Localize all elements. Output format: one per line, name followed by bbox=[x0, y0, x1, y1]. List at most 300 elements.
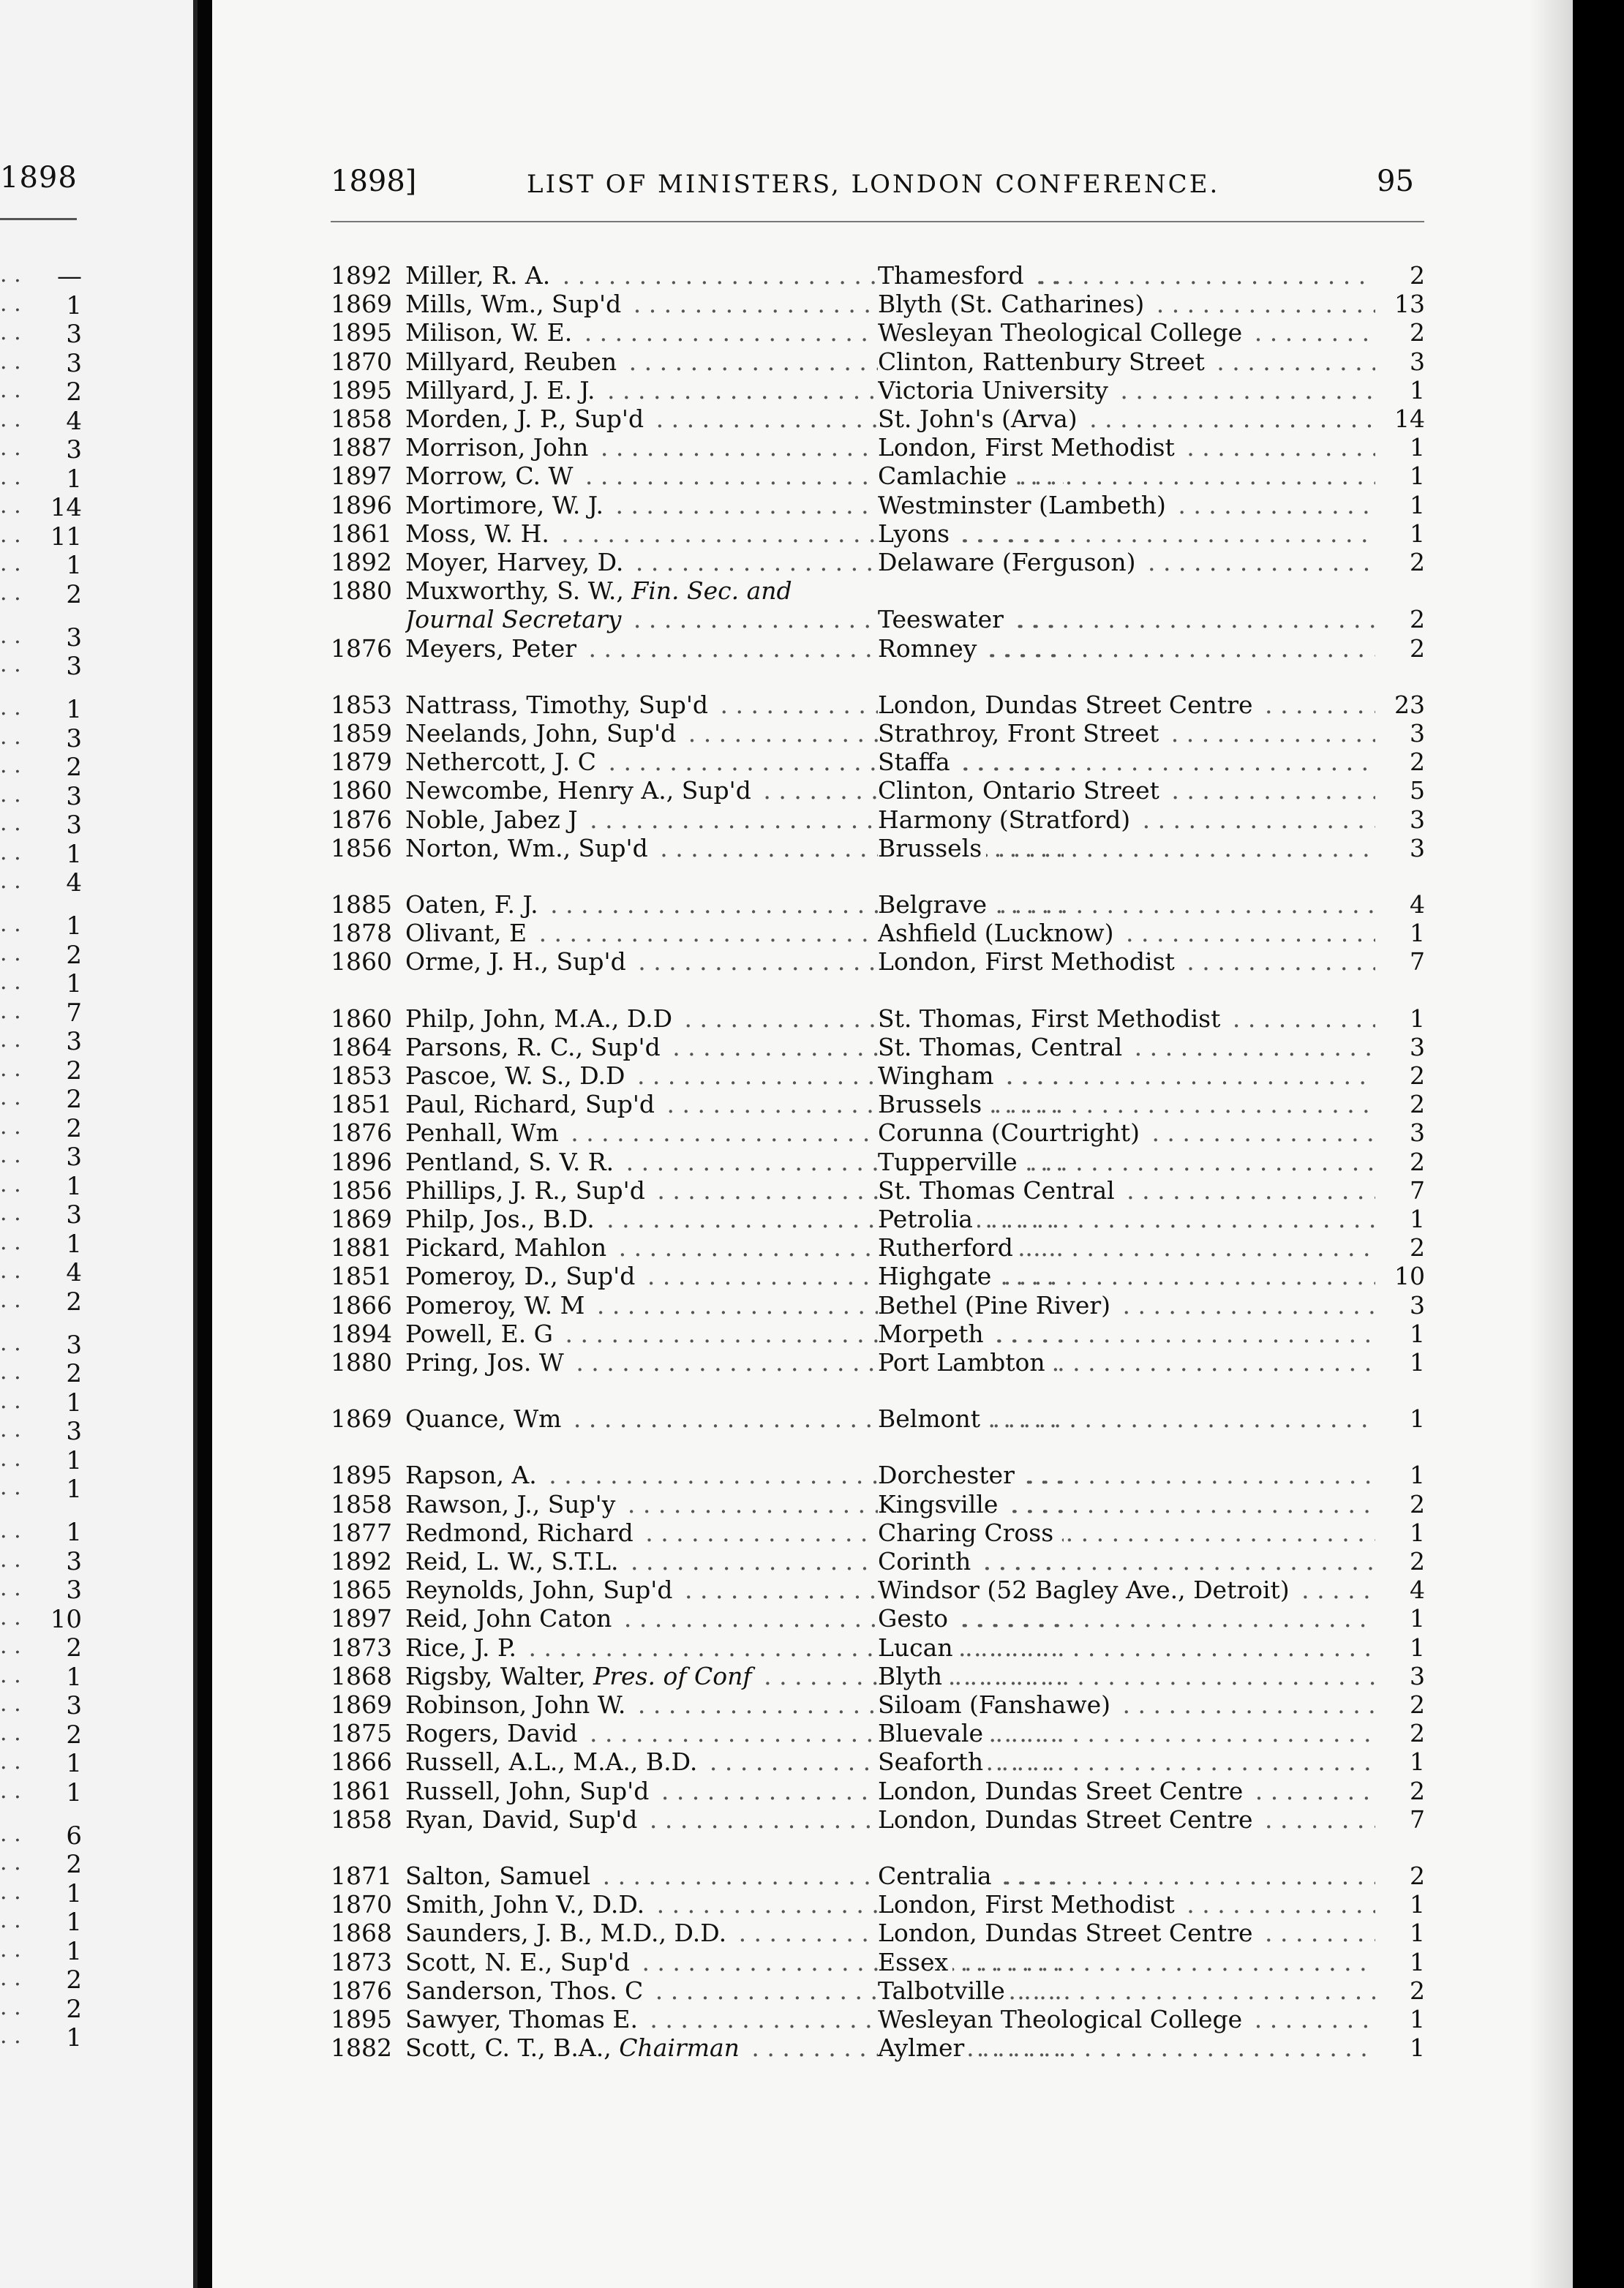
left-page-number: 1 bbox=[66, 969, 82, 998]
entry-year: 1870 bbox=[331, 347, 392, 376]
entry-station: Belmont bbox=[878, 1404, 985, 1433]
entry-years-count: 2 bbox=[1410, 1233, 1425, 1262]
entry-years-count: 2 bbox=[1410, 1090, 1425, 1119]
left-page-leader-dots: . . bbox=[0, 1388, 21, 1414]
entry-station-cell bbox=[878, 462, 1375, 491]
left-page-leader-dots: . . bbox=[0, 1662, 21, 1688]
entry-station-cell bbox=[878, 1633, 1375, 1663]
minister-entry bbox=[212, 1662, 1573, 1691]
left-page-number: 2 bbox=[66, 753, 82, 782]
left-page-leader-dots: . . bbox=[0, 522, 21, 548]
left-page-number: 2 bbox=[66, 1994, 82, 2024]
left-page-leader-dots: . . bbox=[0, 262, 21, 287]
entry-year: 1877 bbox=[331, 1518, 392, 1547]
entry-station-cell bbox=[878, 1404, 1375, 1434]
left-page-number: 1 bbox=[66, 290, 82, 320]
entry-name: Morrison, John bbox=[405, 433, 589, 462]
entry-name: Moyer, Harvey, D. bbox=[405, 548, 624, 576]
book-gutter bbox=[198, 0, 212, 2288]
entry-name: Milison, W. E. bbox=[405, 318, 573, 347]
entry-years-count: 3 bbox=[1410, 1661, 1425, 1690]
entry-years-count: 1 bbox=[1410, 1348, 1425, 1377]
left-page-number: 4 bbox=[66, 1258, 82, 1287]
entry-name: Oaten, F. J. bbox=[405, 890, 538, 919]
left-page-leader-dots: . . bbox=[0, 1878, 21, 1905]
entry-name: Scott, N. E., Sup'd bbox=[405, 1947, 630, 1976]
entry-station-cell bbox=[878, 776, 1375, 805]
entry-year: 1895 bbox=[331, 1461, 392, 1490]
left-page-number: 1 bbox=[66, 839, 82, 869]
entry-years-count: 2 bbox=[1410, 1862, 1425, 1890]
left-page-leader-dots: . . bbox=[0, 1777, 21, 1804]
entry-station: Corunna (Courtright) bbox=[878, 1118, 1144, 1147]
entry-name: Salton, Samuel bbox=[405, 1862, 591, 1890]
left-page-number: 1 bbox=[66, 1908, 82, 1937]
left-page-leader-dots: . . bbox=[0, 1604, 21, 1630]
page-number: 95 bbox=[1377, 165, 1414, 198]
entry-year: 1896 bbox=[331, 490, 392, 519]
entry-station-cell bbox=[878, 548, 1375, 577]
entry-name: Rogers, David bbox=[405, 1719, 578, 1748]
entry-years-count: 1 bbox=[1410, 1947, 1425, 1976]
entry-station: Essex bbox=[878, 1948, 952, 1976]
entry-years-count: 1 bbox=[1410, 919, 1425, 948]
entry-years-count: 1 bbox=[1410, 1890, 1425, 1919]
entry-station: Westminster (Lambeth) bbox=[878, 491, 1170, 519]
entry-station-cell bbox=[878, 491, 1375, 520]
left-page-number: 2 bbox=[66, 940, 82, 970]
entry-station-cell bbox=[878, 947, 1375, 976]
entry-years-count: 2 bbox=[1410, 1776, 1425, 1805]
entry-year: 1892 bbox=[331, 261, 392, 290]
left-page-leader-dots: . . bbox=[0, 753, 21, 778]
entry-station: Aylmer bbox=[878, 2033, 969, 2062]
left-page-leader-dots: . . bbox=[0, 435, 21, 461]
entry-name: Phillips, J. R., Sup'd bbox=[405, 1175, 645, 1205]
entry-year: 1870 bbox=[331, 1890, 392, 1919]
page-title: LIST OF MINISTERS, LONDON CONFERENCE. bbox=[527, 170, 1220, 199]
entry-name: Mortimore, W. J. bbox=[405, 490, 604, 519]
entry-year: 1860 bbox=[331, 1004, 392, 1033]
entry-name: Noble, Jabez J bbox=[405, 805, 578, 834]
entry-station: Romney bbox=[878, 634, 981, 663]
entry-name: Penhall, Wm bbox=[405, 1118, 559, 1148]
entry-station: Corinth bbox=[878, 1547, 975, 1576]
entry-year: 1878 bbox=[331, 919, 392, 948]
left-page-number: 3 bbox=[66, 810, 82, 840]
entry-years-count: 2 bbox=[1410, 1690, 1425, 1719]
entry-years-count: 1 bbox=[1410, 2033, 1425, 2063]
left-page-leader-dots: . . bbox=[0, 1518, 21, 1543]
left-page-number: 3 bbox=[66, 1417, 82, 1446]
entry-years-count: 1 bbox=[1410, 375, 1425, 404]
entry-years-count: 4 bbox=[1410, 890, 1425, 919]
entry-name-cell bbox=[405, 576, 1064, 606]
entry-year: 1866 bbox=[331, 1747, 392, 1777]
entry-years-count: 3 bbox=[1410, 1032, 1425, 1061]
entry-name: Pickard, Mahlon bbox=[405, 1233, 607, 1262]
entry-office: Journal Secretary bbox=[405, 605, 622, 634]
left-page-number: 2 bbox=[66, 1720, 82, 1750]
entry-name: Paul, Richard, Sup'd bbox=[405, 1090, 655, 1119]
left-page-leader-dots: . . bbox=[0, 1055, 21, 1082]
entry-year: 1851 bbox=[331, 1262, 392, 1291]
minister-entry bbox=[212, 1061, 1573, 1091]
entry-station-cell bbox=[878, 605, 1375, 634]
left-page-leader-dots: . . bbox=[0, 377, 21, 403]
minister-entry bbox=[212, 1805, 1573, 1834]
entry-station: Wingham bbox=[878, 1061, 999, 1090]
entry-name: Reynolds, John, Sup'd bbox=[405, 1576, 673, 1605]
entry-station-cell bbox=[878, 1576, 1375, 1605]
left-page-number: 4 bbox=[66, 406, 82, 436]
entry-station: St. John's (Arva) bbox=[878, 404, 1082, 433]
entry-year: 1897 bbox=[331, 462, 392, 491]
entry-years-count: 1 bbox=[1410, 1518, 1425, 1547]
entry-station-cell bbox=[878, 1033, 1375, 1062]
minister-entry bbox=[212, 2005, 1573, 2034]
entry-name: Nattrass, Timothy, Sup'd bbox=[405, 690, 709, 719]
entry-name: Ryan, David, Sup'd bbox=[405, 1805, 638, 1834]
minister-entry bbox=[212, 548, 1573, 577]
entry-station-cell bbox=[878, 376, 1375, 405]
left-page-number: 1 bbox=[66, 1518, 82, 1547]
entry-station-cell bbox=[878, 1747, 1375, 1777]
entry-name: Millyard, Reuben bbox=[405, 347, 617, 376]
entry-station-cell bbox=[878, 1004, 1375, 1034]
minister-entry bbox=[212, 719, 1573, 748]
minister-entry bbox=[212, 1176, 1573, 1205]
entry-station: London, Dundas Street Centre bbox=[878, 690, 1258, 719]
entry-years-count: 1 bbox=[1410, 519, 1425, 548]
entry-station: London, Dundas Street Centre bbox=[878, 1919, 1258, 1947]
entry-name: Morden, J. P., Sup'd bbox=[405, 404, 644, 433]
entry-years-count: 1 bbox=[1410, 490, 1425, 519]
entry-year: 1858 bbox=[331, 1489, 392, 1519]
entry-years-count: 5 bbox=[1410, 776, 1425, 805]
minister-entry bbox=[212, 1519, 1573, 1548]
entry-station: Gesto bbox=[878, 1604, 952, 1633]
entry-station: Wesleyan Theological College bbox=[878, 318, 1247, 347]
page-edge-shadow bbox=[1529, 0, 1573, 2288]
entry-station-cell bbox=[878, 2033, 1375, 2063]
entry-year: 1882 bbox=[331, 2033, 392, 2063]
entry-year: 1860 bbox=[331, 947, 392, 976]
minister-entry bbox=[212, 576, 1573, 606]
entry-station: Dorchester bbox=[878, 1461, 1019, 1489]
entry-name: Pomeroy, D., Sup'd bbox=[405, 1262, 636, 1291]
entry-station-cell bbox=[878, 1291, 1375, 1320]
minister-entry bbox=[212, 1719, 1573, 1748]
entry-station-cell bbox=[878, 1262, 1375, 1291]
minister-entry bbox=[212, 1118, 1573, 1148]
entry-station: Clinton, Ontario Street bbox=[878, 776, 1164, 805]
minister-entry bbox=[212, 805, 1573, 835]
entry-year: 1875 bbox=[331, 1719, 392, 1748]
entry-years-count: 23 bbox=[1394, 690, 1425, 719]
left-page-leader-dots: . . bbox=[0, 2023, 21, 2049]
entry-name: Olivant, E bbox=[405, 919, 527, 948]
entry-station-cell bbox=[878, 690, 1375, 720]
entry-station-cell bbox=[878, 1547, 1375, 1576]
minister-entry bbox=[212, 1919, 1573, 1948]
entry-name: Newcombe, Henry A., Sup'd bbox=[405, 776, 751, 805]
entry-name: Redmond, Richard bbox=[405, 1518, 634, 1547]
minister-entry bbox=[212, 834, 1573, 863]
entry-station-cell bbox=[878, 1690, 1375, 1720]
left-page-leader-dots: . . bbox=[0, 839, 21, 865]
entry-station: Kingsville bbox=[878, 1490, 1002, 1519]
left-page-leader-dots: . . bbox=[0, 998, 21, 1024]
minister-entry bbox=[212, 776, 1573, 805]
entry-years-count: 1 bbox=[1410, 1633, 1425, 1662]
entry-year: 1876 bbox=[331, 805, 392, 834]
entry-year: 1864 bbox=[331, 1032, 392, 1061]
entry-years-count: 4 bbox=[1410, 1576, 1425, 1605]
left-page-number: 2 bbox=[66, 1965, 82, 1995]
left-page-number: 3 bbox=[66, 652, 82, 681]
entry-years-count: 3 bbox=[1410, 347, 1425, 376]
entry-station-cell bbox=[878, 1090, 1375, 1119]
entry-year: 1858 bbox=[331, 404, 392, 433]
entry-name: Sanderson, Thos. C bbox=[405, 1976, 644, 2005]
entry-station-cell bbox=[878, 1862, 1375, 1891]
entry-years-count: 1 bbox=[1410, 462, 1425, 491]
entry-name: Philp, Jos., B.D. bbox=[405, 1205, 595, 1233]
entry-name: Russell, A.L., M.A., B.D. bbox=[405, 1747, 698, 1777]
left-page-leader-dots: . . bbox=[0, 969, 21, 995]
left-page-leader-dots: . . bbox=[0, 1258, 21, 1284]
minister-entry bbox=[212, 1633, 1573, 1663]
entry-station: London, Dundas Sreet Centre bbox=[878, 1777, 1247, 1805]
entry-station-cell bbox=[878, 1176, 1375, 1205]
entry-office: Fin. Sec. and bbox=[631, 576, 792, 606]
entry-year: 1851 bbox=[331, 1090, 392, 1119]
left-page-leader-dots: . . bbox=[0, 1229, 21, 1255]
left-page-number: 3 bbox=[66, 1027, 82, 1056]
left-page-number: 1 bbox=[66, 1171, 82, 1201]
entry-station: London, First Methodist bbox=[878, 433, 1179, 462]
entry-name: Millyard, J. E. J. bbox=[405, 375, 595, 404]
left-page-number: 10 bbox=[50, 1604, 82, 1634]
left-page-leader-dots: . . bbox=[0, 622, 21, 649]
minister-entry bbox=[212, 1291, 1573, 1320]
entry-name: Norton, Wm., Sup'd bbox=[405, 833, 648, 862]
entry-year: 1873 bbox=[331, 1633, 392, 1662]
left-page-number: 3 bbox=[66, 622, 82, 652]
entry-station: Port Lambton bbox=[878, 1348, 1050, 1377]
minister-entry bbox=[212, 634, 1573, 663]
left-page-leader-dots: . . bbox=[0, 723, 21, 750]
entry-years-count: 1 bbox=[1410, 1205, 1425, 1233]
entry-station-cell bbox=[878, 634, 1375, 663]
entry-name: Pring, Jos. W bbox=[405, 1348, 564, 1377]
entry-station: Siloam (Fanshawe) bbox=[878, 1690, 1115, 1719]
entry-year: 1897 bbox=[331, 1604, 392, 1633]
minister-entry bbox=[212, 1862, 1573, 1891]
entry-station: Talbotville bbox=[878, 1976, 1010, 2005]
entry-year: 1869 bbox=[331, 1690, 392, 1719]
entry-station-cell bbox=[878, 318, 1375, 347]
minister-entry bbox=[212, 1461, 1573, 1490]
entry-year: 1868 bbox=[331, 1919, 392, 1948]
entry-years-count: 7 bbox=[1410, 1175, 1425, 1205]
minister-entry bbox=[212, 1348, 1573, 1377]
entry-name: Pascoe, W. S., D.D bbox=[405, 1061, 625, 1090]
entry-year: 1892 bbox=[331, 1547, 392, 1576]
minister-entry bbox=[212, 2033, 1573, 2063]
entry-years-count: 1 bbox=[1410, 1404, 1425, 1434]
entry-station-cell bbox=[878, 1805, 1375, 1834]
entry-name: Rapson, A. bbox=[405, 1461, 537, 1490]
entry-years-count: 3 bbox=[1410, 833, 1425, 862]
left-page-number: 3 bbox=[66, 1546, 82, 1576]
entry-year: 1880 bbox=[331, 576, 392, 606]
minister-entry bbox=[212, 1604, 1573, 1633]
left-page-leader-dots: . . bbox=[0, 1417, 21, 1442]
entry-station-cell bbox=[878, 290, 1375, 319]
entry-name: Moss, W. H. bbox=[405, 519, 549, 548]
entry-years-count: 1 bbox=[1410, 1747, 1425, 1777]
left-page-number: 6 bbox=[66, 1821, 82, 1851]
entry-name: Miller, R. A. bbox=[405, 261, 551, 290]
entry-station: Seaforth bbox=[878, 1747, 988, 1776]
header-year: 1898] bbox=[331, 165, 417, 198]
left-page-leader-dots: . . bbox=[0, 579, 21, 606]
left-page-number: 2 bbox=[66, 1359, 82, 1388]
entry-station-cell bbox=[878, 1519, 1375, 1548]
entry-station-cell bbox=[878, 890, 1375, 919]
entry-years-count: 13 bbox=[1394, 290, 1425, 319]
left-page-number: 7 bbox=[66, 998, 82, 1028]
entry-name: Rawson, J., Sup'y bbox=[405, 1489, 616, 1519]
entry-year: 1856 bbox=[331, 833, 392, 862]
entry-name: Robinson, John W. bbox=[405, 1690, 626, 1719]
left-page-leader-dots: . . bbox=[0, 652, 21, 677]
entry-name: Saunders, J. B., M.D., D.D. bbox=[405, 1919, 727, 1948]
minister-entry bbox=[212, 404, 1573, 434]
header-rule bbox=[331, 221, 1424, 222]
entry-station: Belgrave bbox=[878, 890, 991, 919]
entry-name: Scott, C. T., B.A., bbox=[405, 2033, 620, 2063]
entry-year: 1880 bbox=[331, 1348, 392, 1377]
entry-year: 1896 bbox=[331, 1147, 392, 1176]
left-page-number: 3 bbox=[66, 1330, 82, 1360]
entry-year: 1869 bbox=[331, 1404, 392, 1434]
left-page-number: 3 bbox=[66, 723, 82, 753]
left-page-number: 3 bbox=[66, 435, 82, 464]
left-page-leader-dots: . . bbox=[0, 1171, 21, 1197]
minister-entry bbox=[212, 605, 1573, 634]
left-page-number: 1 bbox=[66, 1229, 82, 1259]
left-page-leader-dots: . . bbox=[0, 868, 21, 894]
entry-years-count: 2 bbox=[1410, 1976, 1425, 2005]
minister-entry bbox=[212, 1777, 1573, 1806]
left-page-leader-dots: . . bbox=[0, 1908, 21, 1933]
entry-station-cell bbox=[878, 1948, 1375, 1977]
entry-station: Bluevale bbox=[878, 1719, 988, 1747]
minister-entry bbox=[212, 261, 1573, 290]
entry-name: Sawyer, Thomas E. bbox=[405, 2005, 638, 2033]
entry-station-cell bbox=[878, 404, 1375, 434]
entry-year: 1887 bbox=[331, 433, 392, 462]
minister-entry bbox=[212, 462, 1573, 491]
left-page-leader-dots: . . bbox=[0, 1633, 21, 1659]
entry-year: 1895 bbox=[331, 2005, 392, 2033]
entry-year: 1873 bbox=[331, 1947, 392, 1976]
entry-name: Rigsby, Walter, bbox=[405, 1661, 594, 1690]
entry-station-cell bbox=[878, 1890, 1375, 1919]
minister-entry bbox=[212, 1205, 1573, 1234]
left-page-leader-dots: . . bbox=[0, 464, 21, 490]
entry-station-cell bbox=[878, 1976, 1375, 2006]
left-page-number: 1 bbox=[66, 1749, 82, 1778]
entry-station: Blyth bbox=[878, 1662, 947, 1690]
entry-station: Brussels bbox=[878, 1090, 986, 1118]
entry-name: Morrow, C. W bbox=[405, 462, 574, 491]
entry-name: Nethercott, J. C bbox=[405, 748, 596, 777]
entry-name: Quance, Wm bbox=[405, 1404, 562, 1434]
entry-station-cell bbox=[878, 834, 1375, 863]
left-page-number: 1 bbox=[66, 2023, 82, 2052]
minister-entry bbox=[212, 890, 1573, 919]
entry-years-count: 7 bbox=[1410, 947, 1425, 976]
minister-entry bbox=[212, 318, 1573, 347]
entry-years-count: 1 bbox=[1410, 433, 1425, 462]
left-page-rule bbox=[0, 218, 77, 220]
left-page-leader-dots: . . bbox=[0, 348, 21, 375]
left-page-leader-dots: . . bbox=[0, 493, 21, 519]
entry-station: Highgate bbox=[878, 1262, 996, 1290]
entry-station-cell bbox=[878, 519, 1375, 549]
left-page-leader-dots: . . bbox=[0, 1821, 21, 1847]
minister-entry bbox=[212, 1690, 1573, 1720]
entry-years-count: 1 bbox=[1410, 1319, 1425, 1348]
entry-name: Reid, L. W., S.T.L. bbox=[405, 1547, 619, 1576]
entry-years-count: 1 bbox=[1410, 1604, 1425, 1633]
entry-station-cell bbox=[878, 1461, 1375, 1490]
left-page-leader-dots: . . bbox=[0, 1720, 21, 1746]
left-page-number: 1 bbox=[66, 1662, 82, 1692]
entry-years-count: 1 bbox=[1410, 1461, 1425, 1490]
entry-station: Staffa bbox=[878, 748, 955, 776]
entry-year: 1881 bbox=[331, 1233, 392, 1262]
entry-year: 1876 bbox=[331, 633, 392, 663]
minister-entry bbox=[212, 1033, 1573, 1062]
minister-entry bbox=[212, 919, 1573, 948]
entry-station-cell bbox=[878, 1118, 1375, 1148]
left-page-number: 2 bbox=[66, 1113, 82, 1143]
entry-station-cell bbox=[878, 1662, 1375, 1691]
entry-year: 1859 bbox=[331, 719, 392, 748]
entry-years-count: 1 bbox=[1410, 2005, 1425, 2033]
minister-entry bbox=[212, 947, 1573, 976]
left-page-number: 2 bbox=[66, 579, 82, 609]
entry-station: Victoria University bbox=[878, 376, 1113, 404]
left-page-number: 3 bbox=[66, 781, 82, 811]
entry-station: London, Dundas Street Centre bbox=[878, 1805, 1258, 1834]
left-page-leader-dots: . . bbox=[0, 320, 21, 345]
left-page-leader-dots: . . bbox=[0, 1965, 21, 1991]
entry-station: Lyons bbox=[878, 519, 954, 548]
left-page-leader-dots: . . bbox=[0, 810, 21, 836]
left-page-number: 1 bbox=[66, 1878, 82, 1908]
left-page-leader-dots: . . bbox=[0, 781, 21, 808]
entry-year: 1856 bbox=[331, 1175, 392, 1205]
left-page-number: 1 bbox=[66, 464, 82, 494]
minister-entry bbox=[212, 1004, 1573, 1034]
left-page-number: 3 bbox=[66, 1143, 82, 1172]
